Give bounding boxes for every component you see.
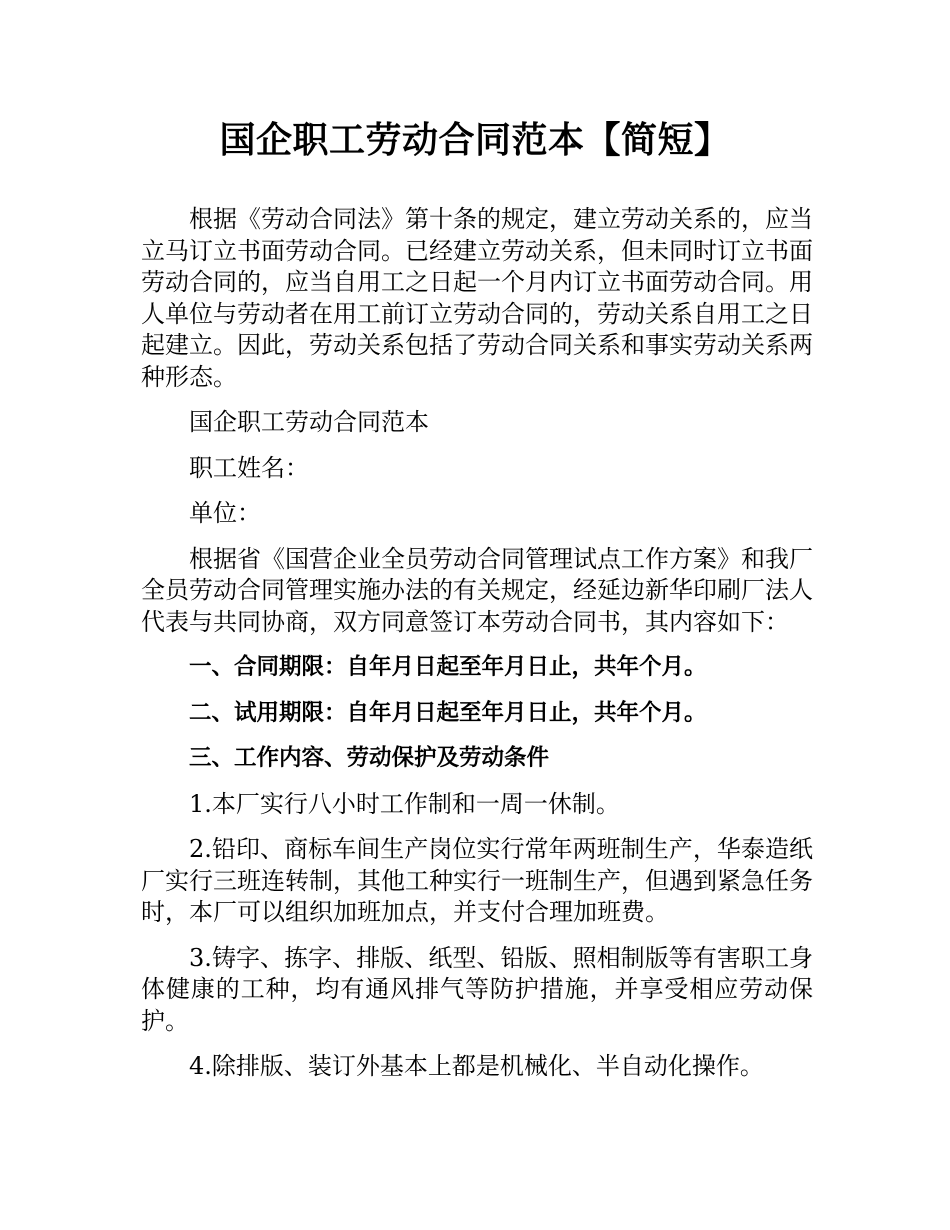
section-contract-term: 一、合同期限：自年月日起至年月日止，共年个月。 <box>189 654 707 680</box>
paragraph-employee-name: 职工姓名： <box>189 453 309 482</box>
clause-1: 1.本厂实行八小时工作制和一周一休制。 <box>189 789 620 818</box>
document-body <box>141 204 813 1083</box>
paragraph-unit: 单位： <box>189 499 261 527</box>
paragraph-intro: 根据《劳动合同法》第十条的规定，建立劳动关系的，应当立马订立书面劳动合同。已经建立劳动关系，但未同时订立书面劳动合同的，应当自用工之日起一个月内订立书面劳动合同。用人单位与劳动者在用工前订立劳动合同的，劳动关系自用工之日起建立。因此，劳动关系包括了劳动合同关系和事实劳动关系两种形态。 <box>141 205 813 391</box>
paragraph-basis: 根据省《国营企业全员劳动合同管理试点工作方案》和我厂全员劳动合同管理实施办法的有关规定，经延边新华印刷厂法人代表与共同协商，双方同意签订本劳动合同书，其内容如下： <box>141 544 813 636</box>
clause-2: 2.铅印、商标车间生产岗位实行常年两班制生产，华泰造纸厂实行三班连转制，其他工种实行一班制生产，但遇到紧急任务时，本厂可以组织加班加点，并支付合理加班费。 <box>141 835 813 926</box>
section-probation-term: 二、试用期限：自年月日起至年月日止，共年个月。 <box>189 699 707 726</box>
paragraph-heading-sample: 国企职工劳动合同范本 <box>189 408 429 436</box>
clause-3: 3.铸字、拣字、排版、纸型、铅版、照相制版等有害职工身体健康的工种，均有通风排气等防护措施，并享受相应劳动保护。 <box>141 943 813 1035</box>
document-title: 国企职工劳动合同范本【简短】 <box>219 120 731 161</box>
clause-4: 4.除排版、装订外基本上都是机械化、半自动化操作。 <box>189 1052 764 1080</box>
section-work-content: 三、工作内容、劳动保护及劳动条件 <box>189 745 550 771</box>
